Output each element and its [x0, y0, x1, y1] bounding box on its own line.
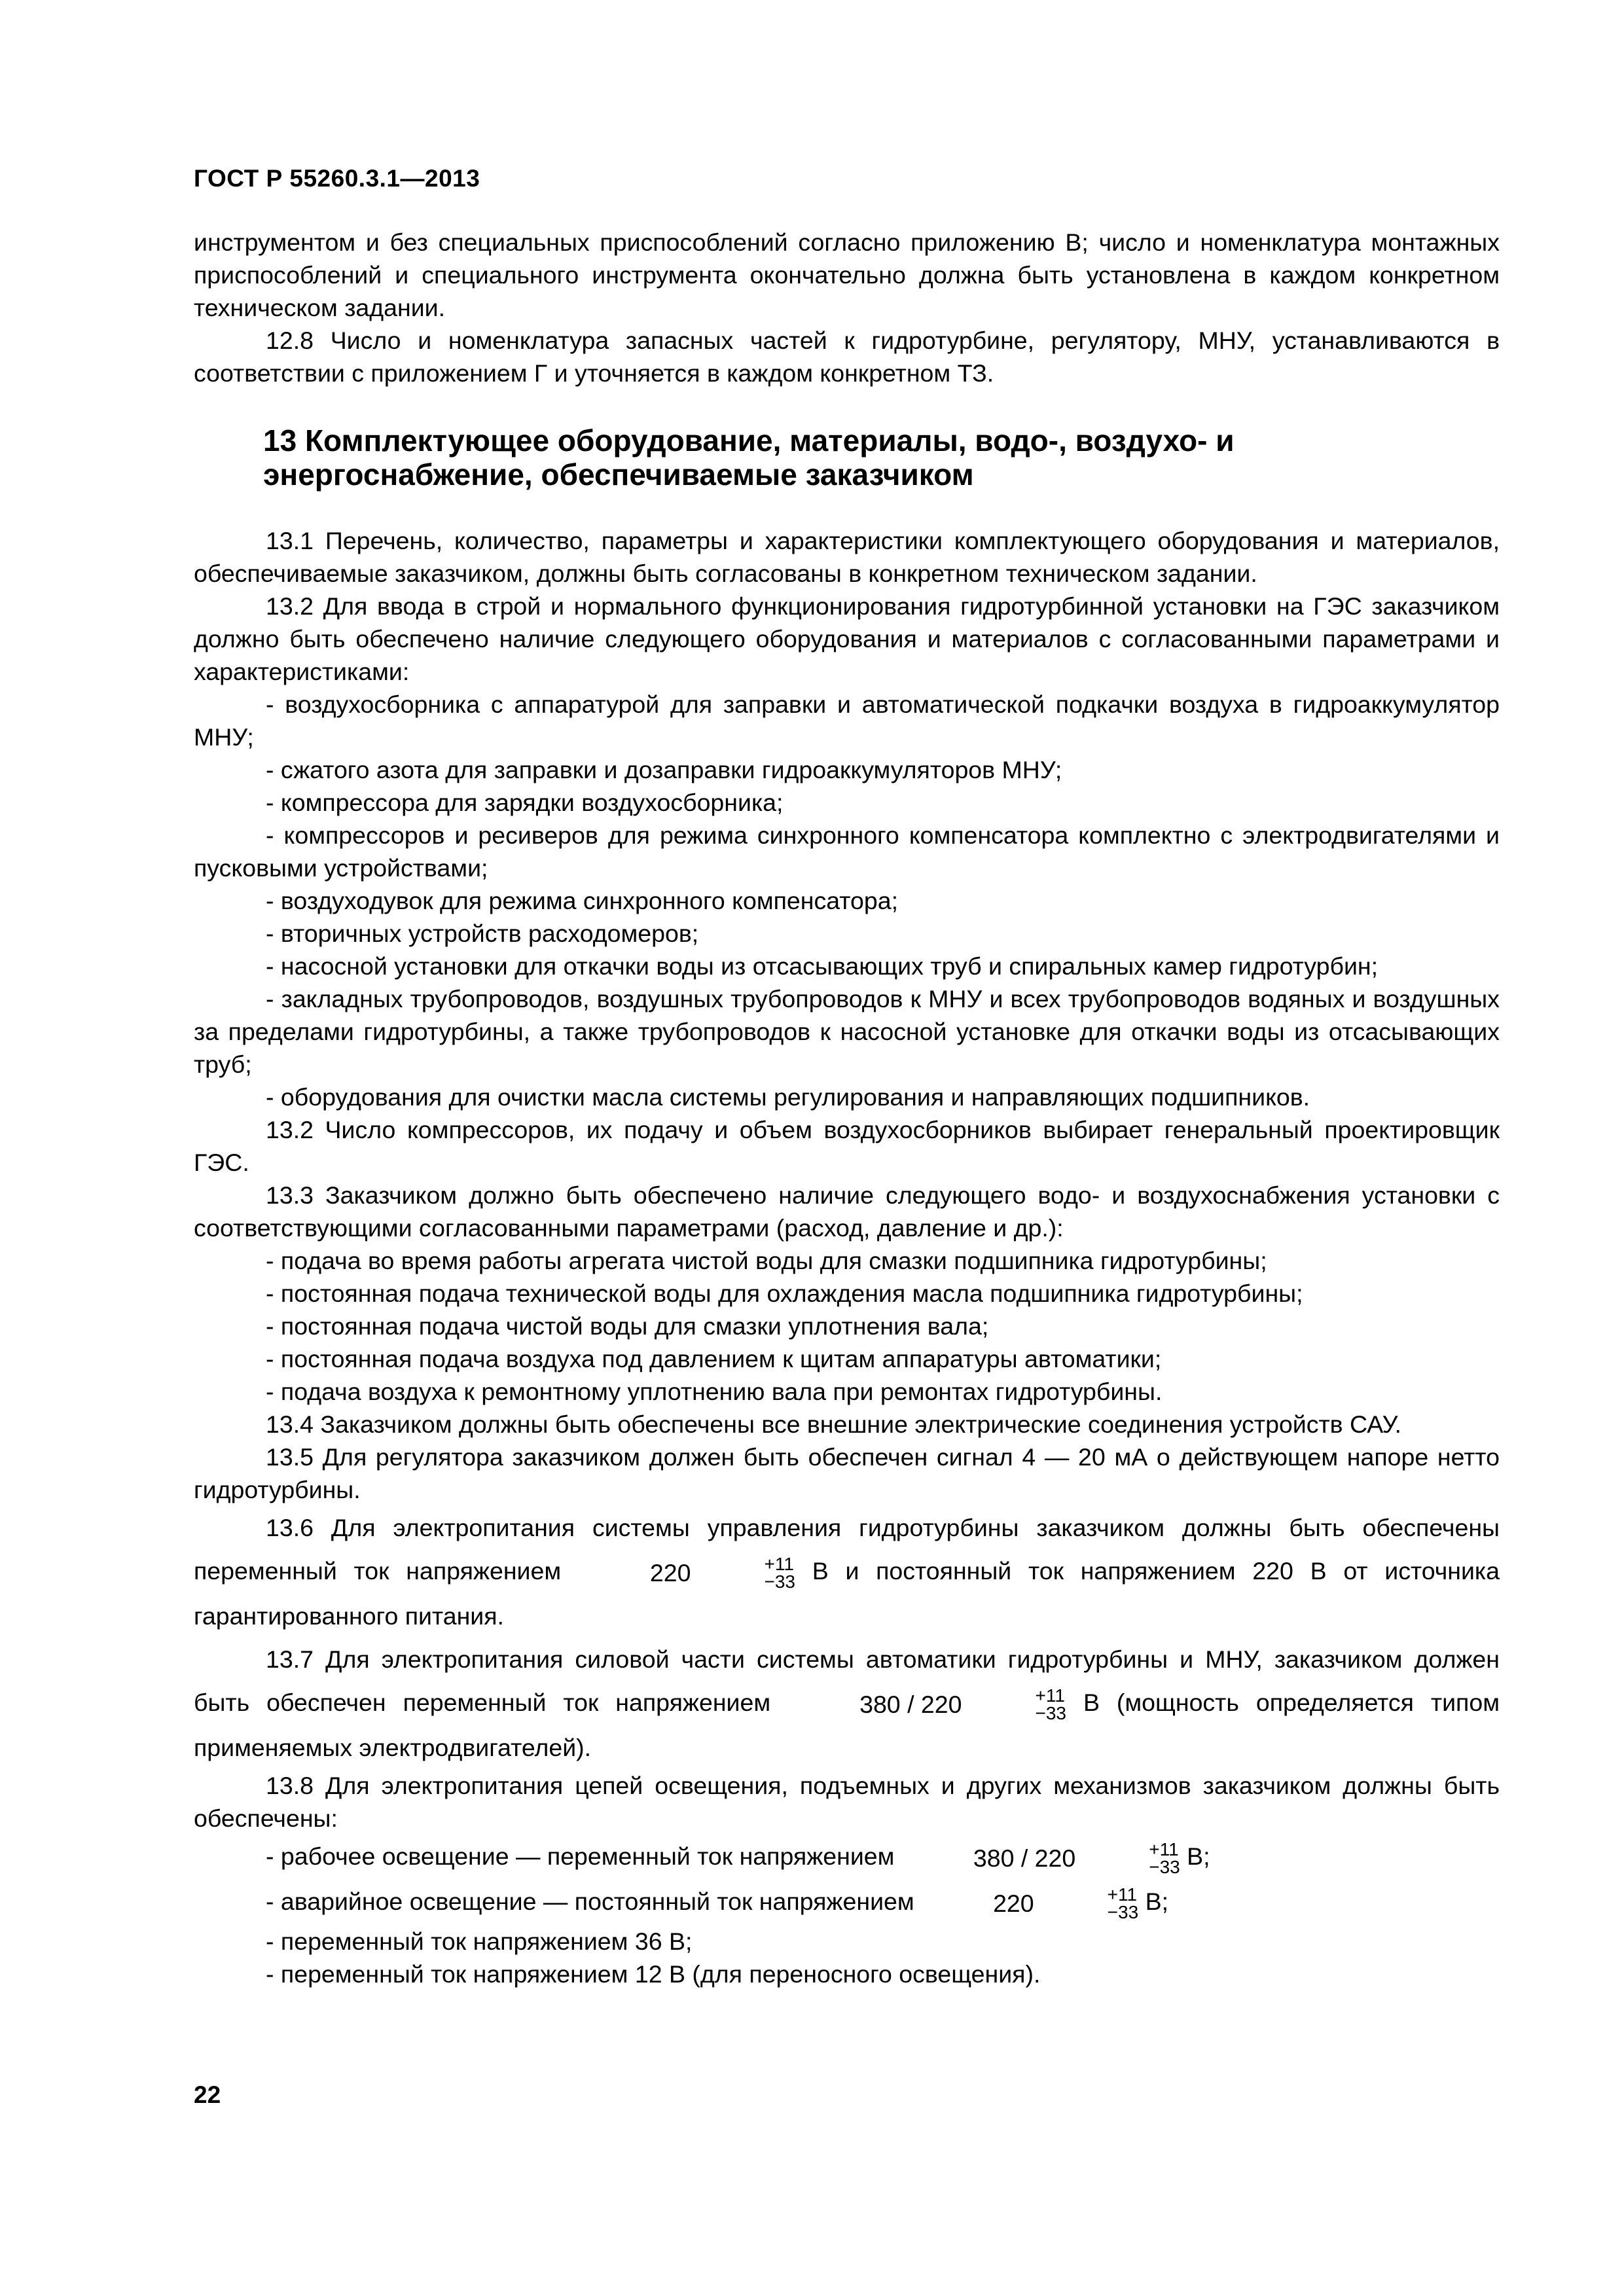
list-item-text: - рабочее освещение — переменный ток напряжением — [266, 1842, 895, 1871]
tolerance-upper: +11 — [1035, 1685, 1065, 1706]
paragraph-13-7 — [194, 1638, 1500, 1769]
list-item: - постоянная подача воздуха под давлением к щитам аппаратуры автоматики; — [266, 1345, 1162, 1372]
paragraph-text: 13.7 Для электропитания силовой части системы автоматики гидротурбины и МНУ, заказчиком должен быть обеспечен переменный ток напряжением — [194, 1645, 1500, 1717]
voltage-formula — [921, 1882, 1138, 1925]
paragraph-13-2-compressors: 13.2 Число компрессоров, их подачу и объем воздухосборников выбирает генеральный проектировщик ГЭС. — [194, 1116, 1500, 1176]
voltage-tolerance — [1036, 1886, 1139, 1921]
list-item: - переменный ток напряжением 36 В; — [266, 1928, 693, 1956]
list-item: - подача воздуха к ремонтному уплотнению вала при ремонтах гидротурбины. — [266, 1378, 1163, 1405]
list-item: - компрессора для зарядки воздухосборника; — [266, 789, 784, 816]
paragraph-12-8: 12.8 Число и номенклатура запасных частей к гидротурбине, регулятору, МНУ, устанавливаются в соответствии с приложением Г и уточняется в каждом конкретном ТЗ. — [194, 327, 1500, 387]
tolerance-upper: +11 — [764, 1554, 794, 1575]
voltage-value: 380 / 220 — [973, 1844, 1076, 1873]
voltage-value: 380 / 220 — [859, 1691, 962, 1719]
voltage-value: 220 — [993, 1890, 1034, 1918]
list-item-text: - аварийное освещение — постоянный ток напряжением — [266, 1888, 914, 1916]
list-item: - постоянная подача технической воды для охлаждения масла подшипника гидротурбины; — [266, 1280, 1303, 1307]
voltage-tolerance — [963, 1687, 1066, 1722]
tolerance-upper: +11 — [1107, 1884, 1138, 1905]
document-body — [194, 226, 1500, 1990]
tolerance-lower: −33 — [1149, 1857, 1180, 1878]
tolerance-lower: −33 — [764, 1571, 795, 1592]
tolerance-lower: −33 — [1107, 1902, 1139, 1923]
list-item: - оборудования для очистки масла системы регулирования и направляющих подшипников. — [266, 1083, 1310, 1111]
paragraph-text: В и постоянный ток напряжением 220 В от источника гарантированного питания. — [194, 1557, 1500, 1630]
list-item: - переменный ток напряжением 12 В (для переносного освещения). — [266, 1960, 1041, 1988]
list-item — [194, 1880, 1500, 1925]
list-item: - постоянная подача чистой воды для смазки уплотнения вала; — [266, 1312, 989, 1340]
list-item-text: В; — [1187, 1842, 1210, 1871]
paragraph-13-1: 13.1 Перечень, количество, параметры и характеристики комплектующего оборудования и материалов, обеспечиваемые заказчиком, должны быть согласованы в конкретном техническом задании. — [194, 527, 1500, 587]
voltage-formula — [787, 1683, 1066, 1726]
list-item: - закладных трубопроводов, воздушных трубопроводов к МНУ и всех трубопроводов водяных и воздушных за пределами гидротурбины, а также трубопроводов к насосной установке для откачки воды из отсасывающих труб; — [194, 985, 1500, 1078]
paragraph-13-6 — [194, 1506, 1500, 1638]
voltage-formula — [578, 1551, 795, 1594]
list-item — [194, 1835, 1500, 1880]
voltage-tolerance — [692, 1555, 795, 1590]
list-item: - подача во время работы агрегата чистой воды для смазки подшипника гидротурбины; — [266, 1247, 1267, 1274]
list-item: - вторичных устройств расходомеров; — [266, 920, 699, 947]
document-code-header: ГОСТ Р 55260.3.1—2013 — [194, 165, 480, 192]
paragraph-13-2-equipment: 13.2 Для ввода в строй и нормального функционирования гидротурбинной установки на ГЭС заказчиком должно быть обеспечено наличие следующего оборудования и материалов с согласованными параметрами и характеристиками: — [194, 592, 1500, 685]
paragraph-intro: инструментом и без специальных приспособлений согласно приложению В; число и номенклатура монтажных приспособлений и специального инструмента окончательно должна быть установлена в каждом конкретном техническом задании. — [194, 228, 1500, 321]
page-number: 22 — [194, 2081, 221, 2108]
list-item: - воздуходувок для режима синхронного компенсатора; — [266, 887, 899, 914]
paragraph-13-8: 13.8 Для электропитания цепей освещения, подъемных и других механизмов заказчиком должны быть обеспечены: — [194, 1772, 1500, 1833]
voltage-tolerance — [1077, 1840, 1180, 1876]
tolerance-upper: +11 — [1149, 1839, 1179, 1860]
section-13-title: 13 Комплектующее оборудование, материалы, водо-, воздухо- и энергоснабжение, обеспечиваемые заказчиком — [263, 423, 1235, 492]
list-item: - сжатого азота для заправки и дозаправки гидроаккумуляторов МНУ; — [266, 756, 1062, 783]
voltage-formula — [901, 1837, 1180, 1880]
list-item: - насосной установки для откачки воды из отсасывающих труб и спиральных камер гидротурбин; — [266, 952, 1379, 980]
list-item: - воздухосборника с аппаратурой для заправки и автоматической подкачки воздуха в гидроаккумулятор МНУ; — [194, 691, 1500, 751]
paragraph-13-5: 13.5 Для регулятора заказчиком должен быть обеспечен сигнал 4 — 20 мА о действующем напоре нетто гидротурбины. — [194, 1443, 1500, 1503]
voltage-value: 220 — [649, 1559, 691, 1587]
paragraph-13-4: 13.4 Заказчиком должны быть обеспечены все внешние электрические соединения устройств САУ. — [266, 1410, 1401, 1438]
list-item-text: В; — [1145, 1888, 1169, 1916]
paragraph-text: В (мощность определяется типом применяемых электродвигателей). — [194, 1689, 1500, 1762]
tolerance-lower: −33 — [1035, 1703, 1066, 1724]
list-item: - компрессоров и ресиверов для режима синхронного компенсатора комплектно с электродвигателями и пусковыми устройствами; — [194, 821, 1500, 882]
paragraph-13-3: 13.3 Заказчиком должно быть обеспечено наличие следующего водо- и воздухоснабжения установки с соответствующими согласованными параметрами (расход, давление и др.): — [194, 1181, 1500, 1242]
paragraph-text: 13.6 Для электропитания системы управления гидротурбины заказчиком должны быть обеспечены переменный ток напряжением — [194, 1514, 1500, 1585]
